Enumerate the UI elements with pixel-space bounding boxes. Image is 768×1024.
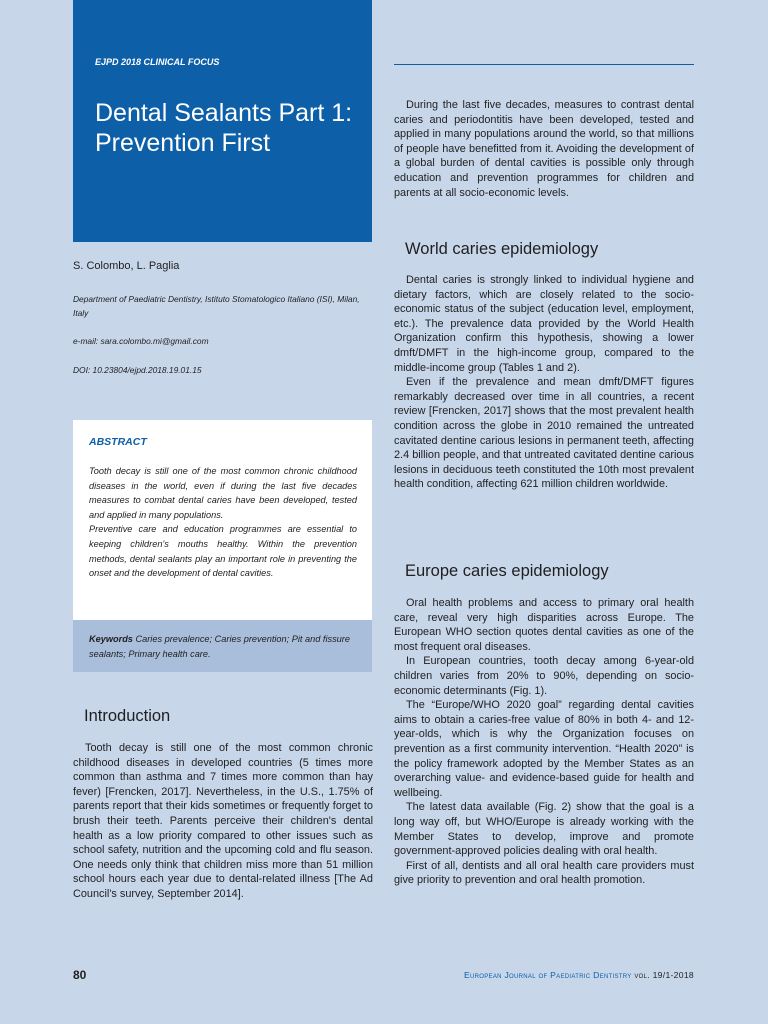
world-body <box>394 273 694 492</box>
introduction-paragraph: Tooth decay is still one of the most common chronic childhood diseases in developed countries (5 times more common than asthma and 7 times more common than hay fever) [Frencken, 2017]. Nevertheless, in the U.S., 1.75% of parents report that their kids sometimes or frequently forget to brush their teeth. Parents perceive their children's dental health as a low priority compared to other issues such as school safety, nutrition and the upcoming cold and flu season. One needs only think that children miss more than 51 million school hours each year due to dental-related illness [The Ad Council's survey, September 2014]. <box>73 742 373 900</box>
abstract-box <box>73 420 372 620</box>
abstract-text <box>89 464 357 581</box>
doi: DOI: 10.23804/ejpd.2018.19.01.15 <box>73 365 202 375</box>
keywords-list: Caries prevalence; Caries prevention; Pit and fissure sealants; Primary health care. <box>89 634 350 659</box>
europe-heading: Europe caries epidemiology <box>405 562 609 580</box>
keywords <box>89 632 357 662</box>
right-intro-paragraph: During the last five decades, measures to contrast dental caries and periodontitis have been developed, tested and applied in many populations around the world, so that millions of people have benefitted from it. Avoiding the development of a global burden of dental cavities is possible only through education and prevention programmes for children and parents at all socio-economic levels. <box>394 99 694 199</box>
world-paragraph: Dental caries is strongly linked to individual hygiene and dietary factors, which are closely related to the socio-economic status of the subject (education level, employment, etc.). The prevalence data provided by the World Health Organization confirm this hypothesis, showing a lower dmft/DMFT in the high-income group, compared to the middle-income group (Tables 1 and 2). <box>394 274 694 374</box>
right-intro-body <box>394 98 694 200</box>
keywords-label: Keywords <box>89 634 133 644</box>
europe-body <box>394 596 694 888</box>
title-block <box>73 0 372 242</box>
top-rule <box>394 64 694 65</box>
europe-paragraph: The latest data available (Fig. 2) show that the goal is a long way off, but WHO/Europe is already working with the Member States to develop, improve and promote government-approved policies dealing with oral health. <box>394 801 694 858</box>
journal-footer <box>464 970 694 980</box>
introduction-body <box>73 741 373 902</box>
world-heading: World caries epidemiology <box>405 240 599 258</box>
europe-paragraph: The “Europe/WHO 2020 goal” regarding dental cavities aims to obtain a caries-free value of 80% in both 4- and 12-year-olds, which is why the Organization focuses on prevention as a first community intervention. “Health 2020” is the policy framework adopted by the Member States as an overarching value- and evidence-based guide for health and wellbeing. <box>394 699 694 799</box>
journal-volume: vol. 19/1-2018 <box>634 970 694 980</box>
page-number: 80 <box>73 968 87 982</box>
abstract-paragraph: Preventive care and education programmes are essential to keeping children's mouths healthy. Within the prevention methods, dental sealants play an important role in preventing the onset and the development of dental cavities. <box>89 524 357 579</box>
abstract-heading: ABSTRACT <box>89 436 147 448</box>
europe-paragraph: First of all, dentists and all oral health care providers must give priority to prevention and oral health promotion. <box>394 859 694 887</box>
abstract-paragraph: Tooth decay is still one of the most common chronic childhood diseases in the world, even if during the last five decades measures to combat dental caries have been developed, tested and applied in many populations. <box>89 466 357 520</box>
affiliation: Department of Paediatric Dentistry, Istituto Stomatologico Italiano (ISI), Milan, Italy <box>73 294 360 318</box>
europe-paragraph: Oral health problems and access to primary oral health care, reveal very high disparities across Europe. The European WHO section quotes dental cavities as one of the most frequent oral diseases. <box>394 597 694 653</box>
keywords-box <box>73 620 372 672</box>
email: e-mail: sara.colombo.mi@gmail.com <box>73 336 209 346</box>
europe-paragraph: In European countries, tooth decay among 6-year-old children varies from 20% to 90%, depending on socio-economic determinants (Fig. 1). <box>394 655 694 697</box>
authors: S. Colombo, L. Paglia <box>73 260 180 272</box>
section-kicker: EJPD 2018 CLINICAL FOCUS <box>95 57 220 67</box>
introduction-heading: Introduction <box>84 707 171 725</box>
world-paragraph: Even if the prevalence and mean dmft/DMFT figures remarkably decreased over time in all countries, a recent review [Frencken, 2017] shows that the most prevalent health condition across the globe in 2010 remained the untreated cavitated dentine carious lesions in permanent teeth, affecting 2.4 billion people, and that untreated cavitated dentine carious lesions in deciduous teeth constituted the 10th most prevalent health condition, affecting 621 million children worldwide. <box>394 376 694 491</box>
journal-name: European Journal of Paediatric Dentistry <box>463 970 632 980</box>
article-title: Dental Sealants Part 1: Prevention First <box>95 99 353 157</box>
